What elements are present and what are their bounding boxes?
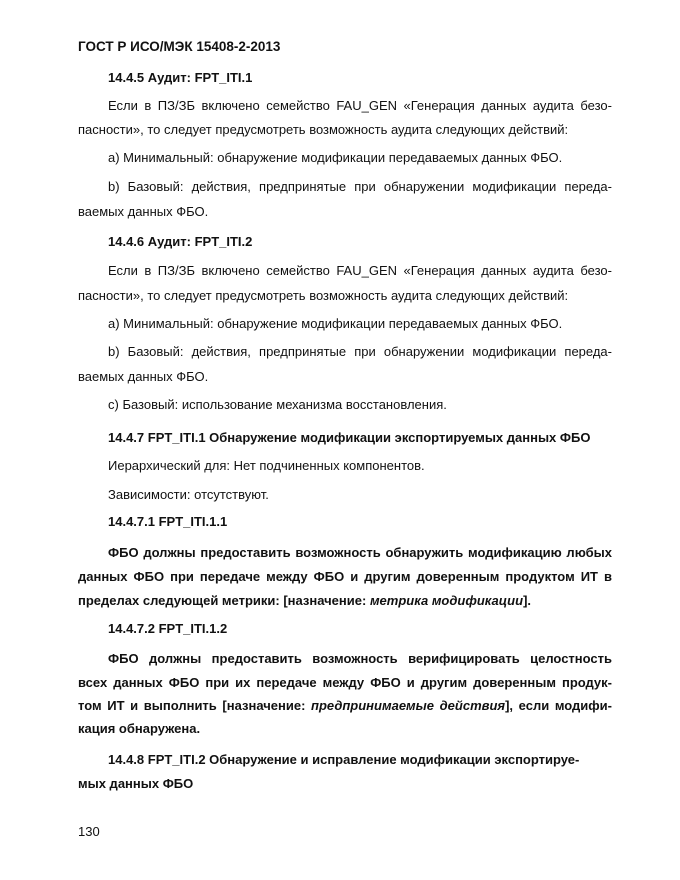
list-item: a) Минимальный: обнаружение модификации передаваемых данных ФБО. xyxy=(108,150,563,165)
paragraph-line: Зависимости: отсутствуют. xyxy=(108,487,269,502)
section-title: 14.4.7 FPT_ITI.1 Обнаружение модификации экспортируемых данных ФБО xyxy=(108,430,591,445)
list-item: b) Базовый: действия, предпринятые при обнаружении модификации переда- xyxy=(108,179,612,194)
section-title: 14.4.5 Аудит: FPT_ITI.1 xyxy=(108,70,253,85)
paragraph-line: ваемых данных ФБО. xyxy=(78,369,209,384)
paragraph-line: данных ФБО при передаче между ФБО и другим доверенным продуктом ИТ в xyxy=(78,569,612,584)
paragraph-line xyxy=(78,698,612,714)
list-item: c) Базовый: использование механизма восстановления. xyxy=(108,397,447,412)
section-title: 14.4.6 Аудит: FPT_ITI.2 xyxy=(108,234,253,249)
paragraph-line: всех данных ФБО при их передаче между ФБО и другим доверенным продук- xyxy=(78,675,612,690)
paragraph-line: пасности», то следует предусмотреть возможность аудита следующих действий: xyxy=(78,122,569,137)
text: ]. xyxy=(523,593,532,608)
element-title: 14.4.7.2 FPT_ITI.1.2 xyxy=(108,621,228,636)
page-number: 130 xyxy=(78,824,100,839)
section-title: 14.4.8 FPT_ITI.2 Обнаружение и исправление модификации экспортируе- xyxy=(108,752,580,767)
italic-text: метрика модификации xyxy=(369,593,524,608)
section-title: мых данных ФБО xyxy=(78,776,194,791)
paragraph-line: Если в ПЗ/ЗБ включено семейство FAU_GEN «Генерация данных аудита безо- xyxy=(108,98,612,113)
text: ], если модифи- xyxy=(505,698,612,713)
paragraph-line: кация обнаружена. xyxy=(78,721,201,736)
text: пределах следующей метрики: [назначение: xyxy=(78,593,370,608)
text: том ИТ и выполнить [назначение: xyxy=(78,698,312,713)
italic-text: предпринимаемые действия xyxy=(311,698,506,713)
paragraph-line: пасности», то следует предусмотреть возможность аудита следующих действий: xyxy=(78,288,569,303)
paragraph-line xyxy=(78,593,612,609)
list-item: b) Базовый: действия, предпринятые при обнаружении модификации переда- xyxy=(108,344,612,359)
element-title: 14.4.7.1 FPT_ITI.1.1 xyxy=(108,514,228,529)
paragraph-line: ФБО должны предоставить возможность верифицировать целостность xyxy=(108,651,612,666)
paragraph-line: ваемых данных ФБО. xyxy=(78,204,209,219)
paragraph-line: ФБО должны предоставить возможность обнаружить модификацию любых xyxy=(108,545,612,560)
paragraph-line: Иерархический для: Нет подчиненных компонентов. xyxy=(108,458,425,473)
paragraph-line: Если в ПЗ/ЗБ включено семейство FAU_GEN «Генерация данных аудита безо- xyxy=(108,263,612,278)
document-header: ГОСТ Р ИСО/МЭК 15408-2-2013 xyxy=(78,39,281,54)
list-item: a) Минимальный: обнаружение модификации передаваемых данных ФБО. xyxy=(108,316,563,331)
